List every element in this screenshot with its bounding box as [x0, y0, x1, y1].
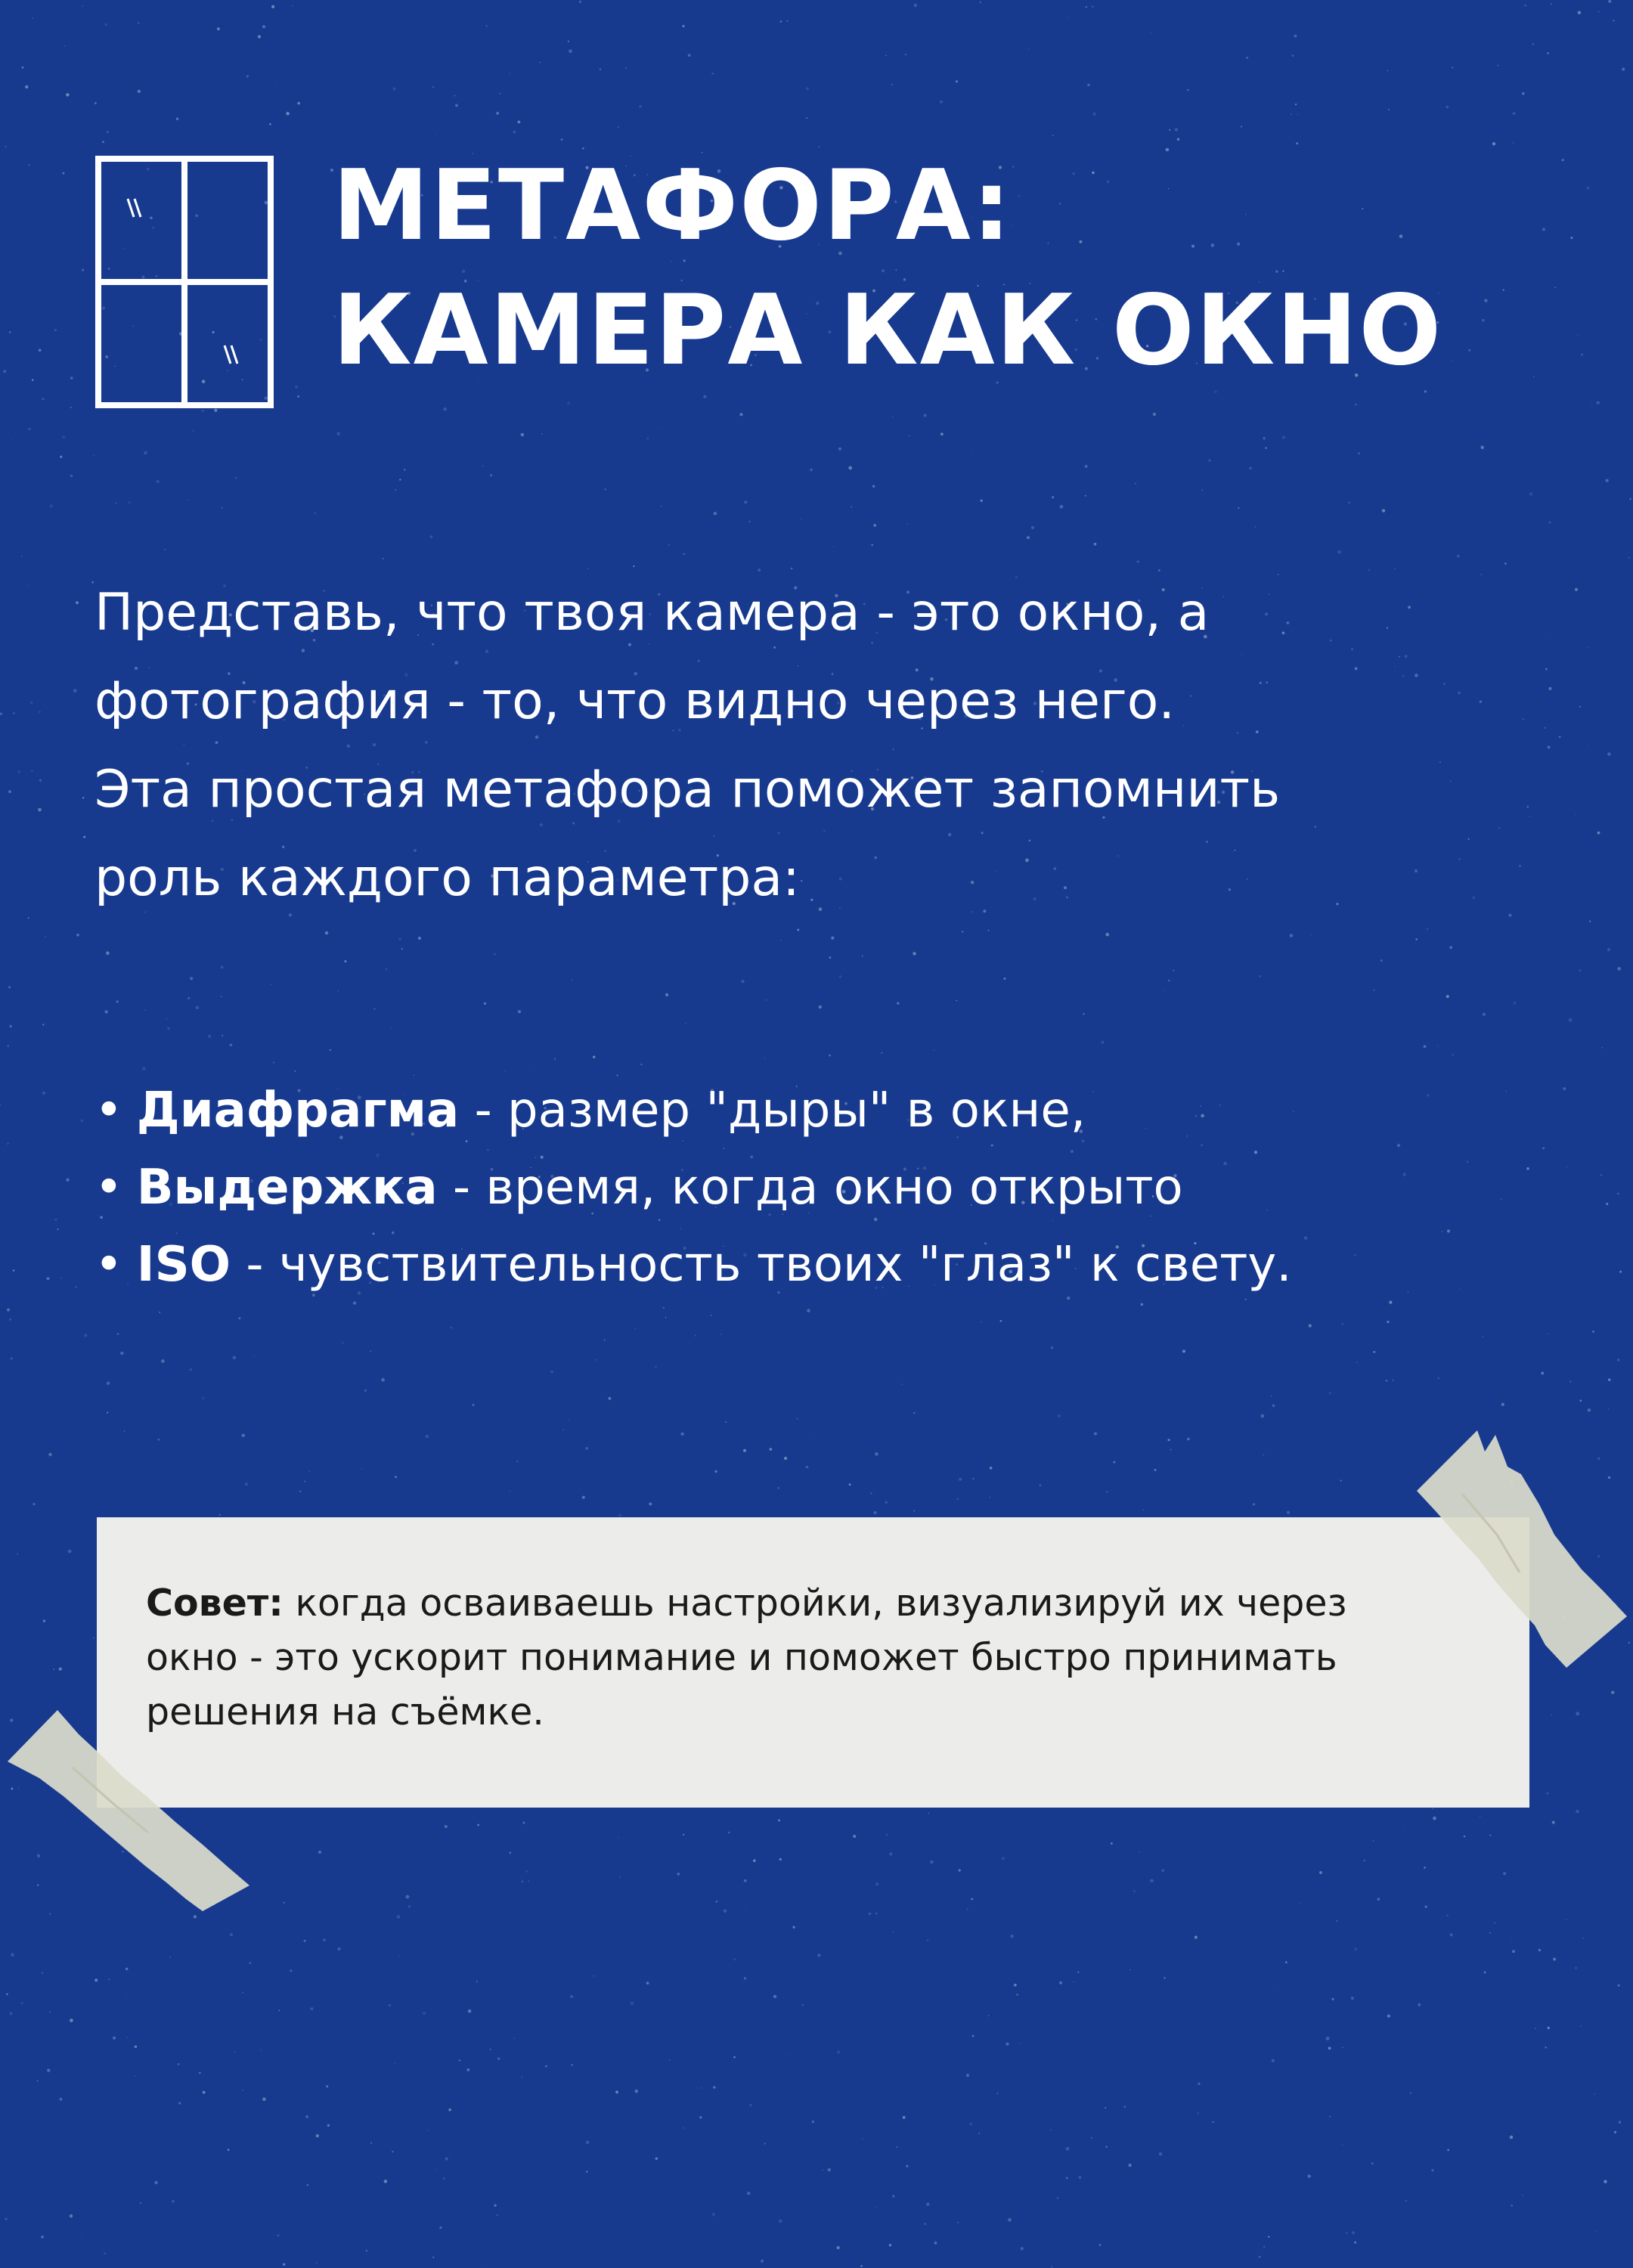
- intro-line: фотография - то, что видно через него.: [95, 671, 1175, 731]
- parameter-term: ISO: [136, 1237, 231, 1293]
- parameter-description: - время, когда окно открыто: [437, 1160, 1183, 1216]
- parameter-list: [95, 1072, 1292, 1303]
- bullet-icon: •: [95, 1160, 123, 1216]
- tip-label: Совет:: [146, 1582, 284, 1625]
- page-title: [333, 144, 1442, 393]
- tape-strip-icon: [0, 1671, 257, 1913]
- intro-paragraph: [95, 569, 1599, 922]
- parameter-item-shutter: [95, 1149, 1292, 1226]
- tape-strip-icon: [1406, 1421, 1633, 1671]
- parameter-term: Диафрагма: [136, 1083, 460, 1139]
- tip-text: когда осваиваешь настройки, визуализируй их через: [283, 1582, 1347, 1625]
- parameter-description: - чувствительность твоих "глаз" к свету.: [231, 1237, 1292, 1293]
- tip-card: [97, 1517, 1529, 1808]
- intro-line: Эта простая метафора поможет запомнить: [95, 760, 1281, 820]
- title-line-2: КАМЕРА КАК ОКНО: [333, 274, 1443, 387]
- tip-line: окно - это ускорит понимание и поможет быстро принимать: [146, 1636, 1337, 1679]
- bullet-icon: •: [95, 1237, 123, 1293]
- bullet-icon: •: [95, 1083, 123, 1139]
- parameter-item-iso: [95, 1226, 1292, 1303]
- parameter-term: Выдержка: [136, 1160, 438, 1216]
- parameter-item-aperture: [95, 1072, 1292, 1149]
- tip-line: [146, 1576, 1499, 1631]
- title-line-1: МЕТАФОРА:: [333, 150, 1012, 262]
- tip-line: решения на съёмке.: [146, 1690, 544, 1734]
- intro-line: Представь, что твоя камера - это окно, а: [95, 583, 1210, 643]
- parameter-description: - размер "дыры" в окне,: [459, 1083, 1086, 1139]
- window-icon: [95, 155, 274, 409]
- intro-line: роль каждого параметра:: [95, 848, 800, 908]
